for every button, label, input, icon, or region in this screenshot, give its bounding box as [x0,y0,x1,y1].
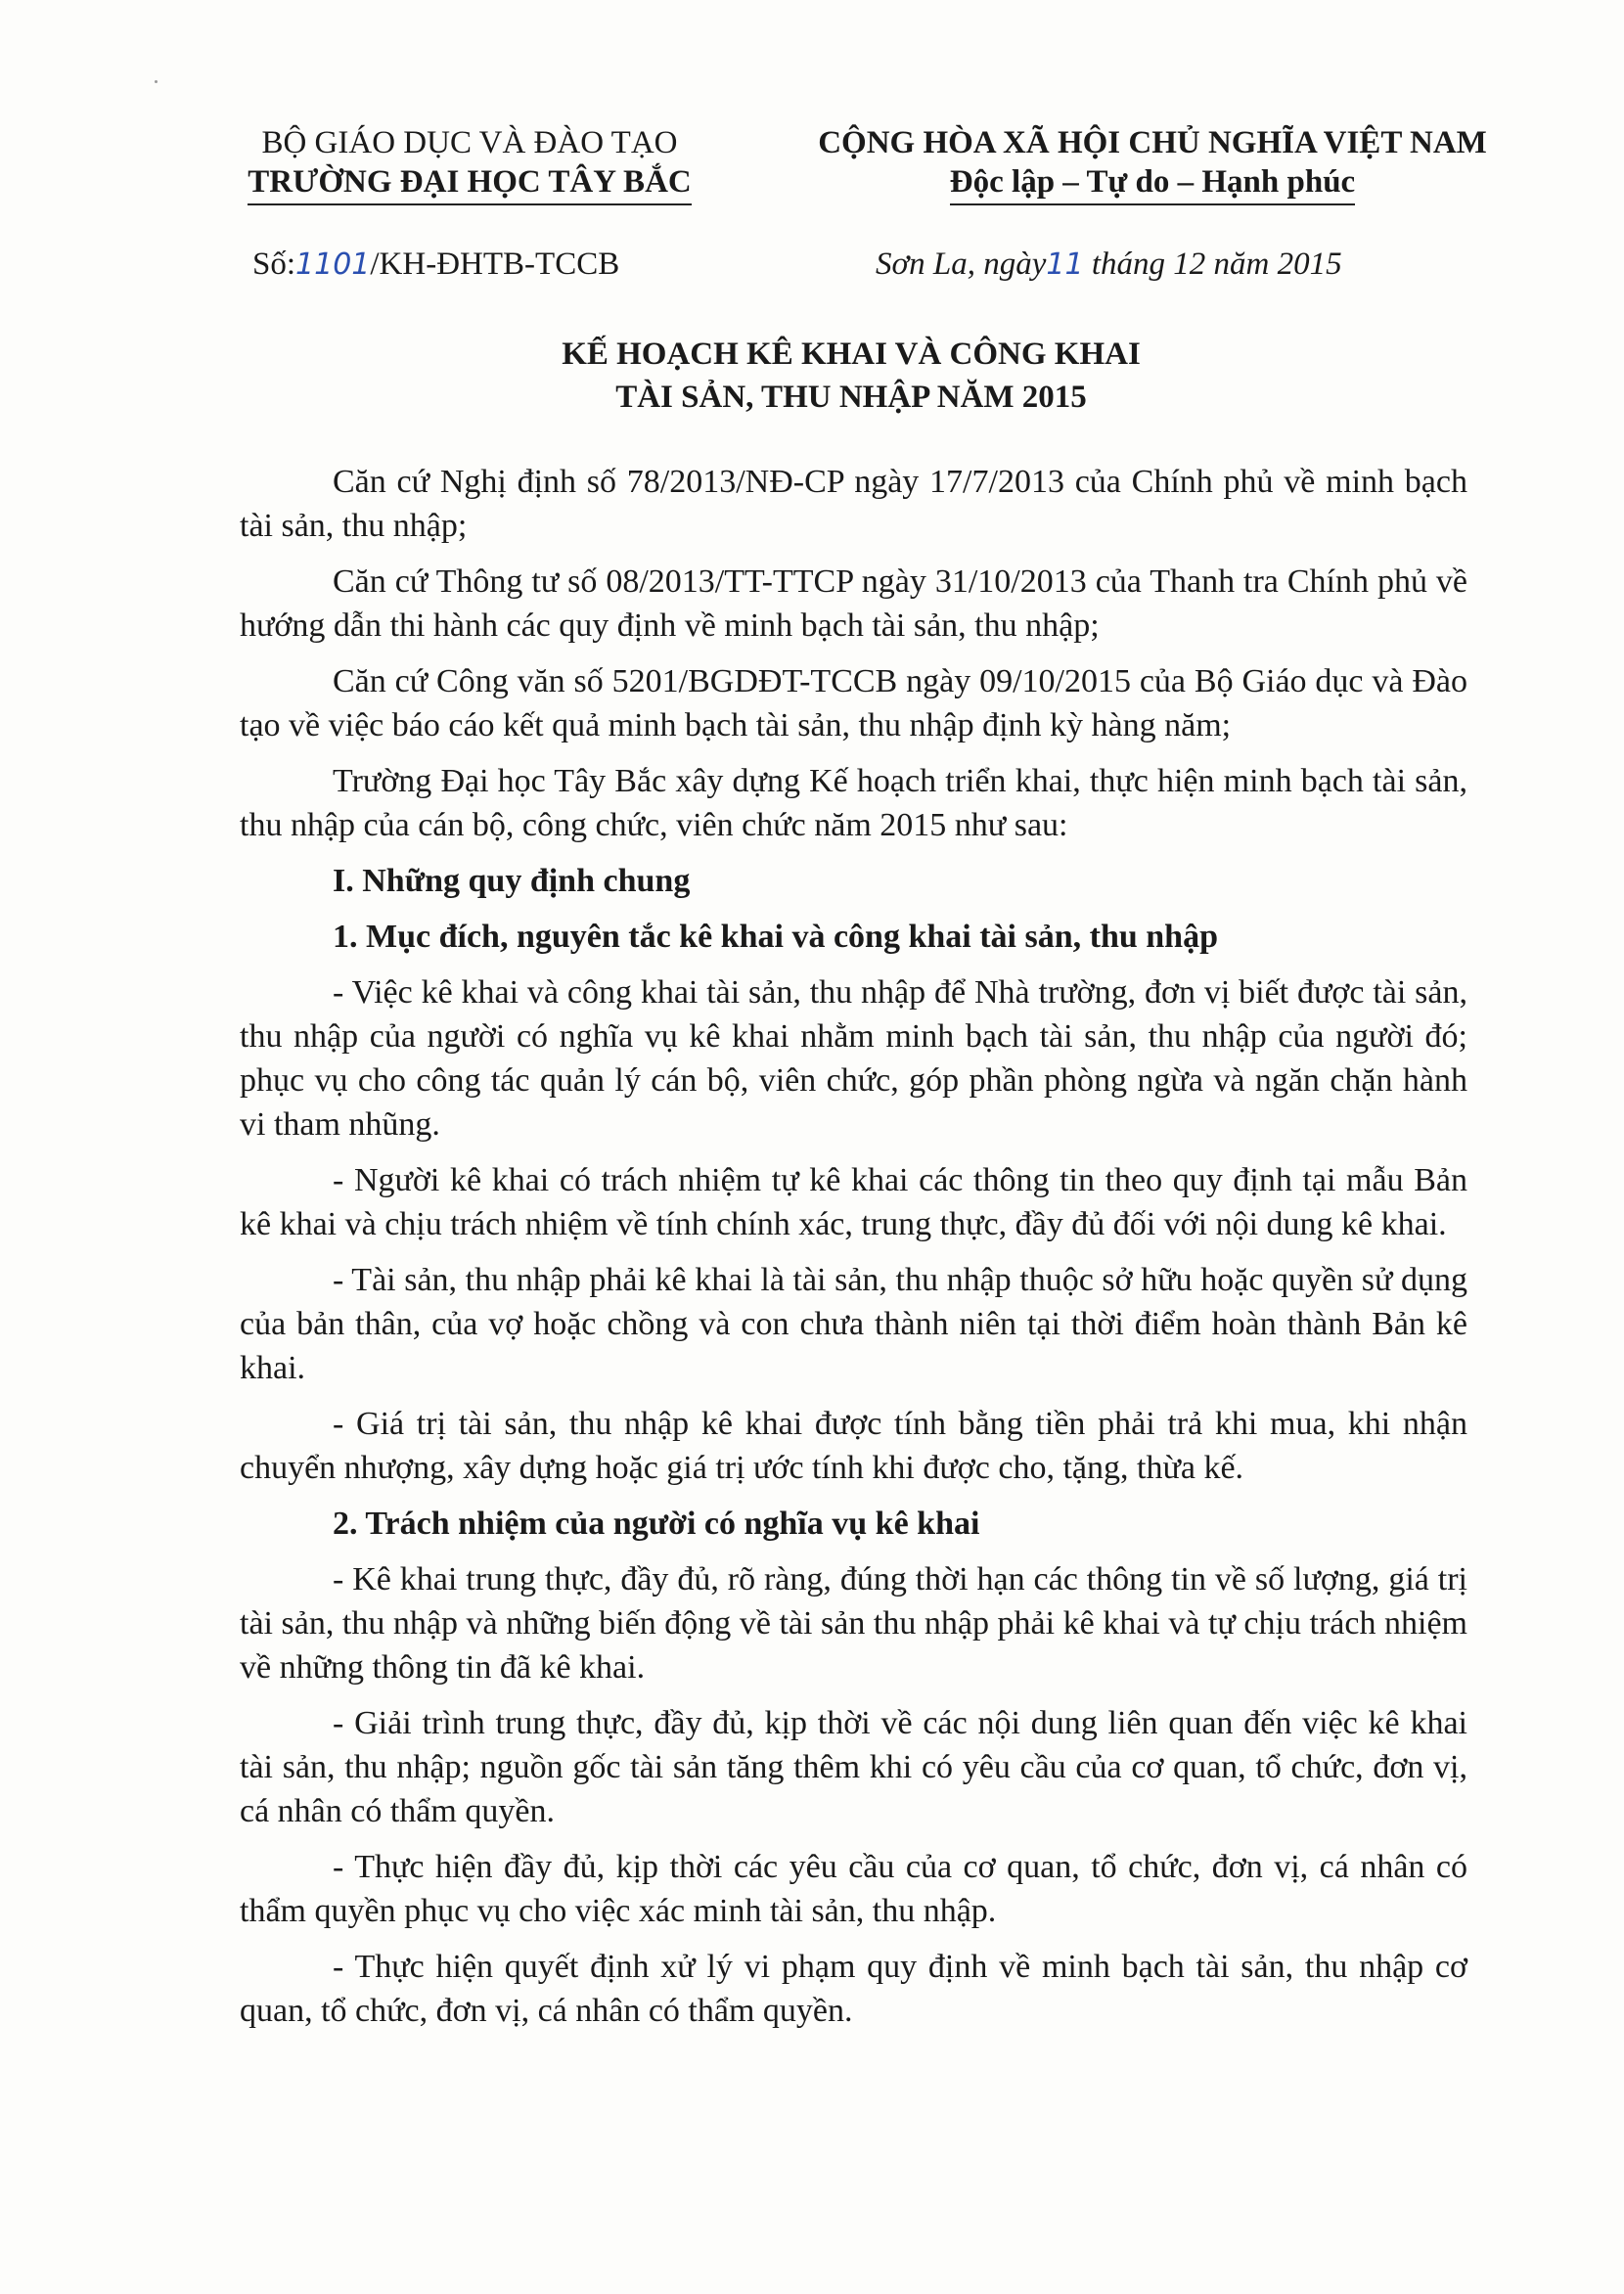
country-name: CỘNG HÒA XÃ HỘI CHỦ NGHĨA VIỆT NAM [818,125,1487,160]
paragraph: - Thực hiện đầy đủ, kịp thời các yêu cầu của cơ quan, tổ chức, đơn vị, cá nhân có thẩm quyền phục vụ cho việc xác minh tài sản, thu nhập. [240,1849,1467,1929]
paragraph: - Giải trình trung thực, đầy đủ, kịp thời về các nội dung liên quan đến việc kê khai tài sản, thu nhập; nguồn gốc tài sản tăng thêm khi có yêu cầu của cơ quan, tổ chức, đơn vị, cá nhân có thẩm quyền. [240,1705,1467,1829]
school-name: TRƯỜNG ĐẠI HỌC TÂY BẮC [225,162,714,205]
document-number: Số:1101/KH-ĐHTB-TCCB [252,247,620,282]
section-heading: I. Những quy định chung [333,863,691,899]
handwritten-number: 1101 [295,247,371,282]
paragraph: Căn cứ Nghị định số 78/2013/NĐ-CP ngày 17/7/2013 của Chính phủ về minh bạch tài sản, thu nhập; [240,464,1467,544]
paragraph: Trường Đại học Tây Bắc xây dựng Kế hoạch triển khai, thực hiện minh bạch tài sản, thu nhập của cán bộ, công chức, viên chức năm 2015 như sau: [240,763,1467,843]
paragraph: Căn cứ Công văn số 5201/BGDĐT-TCCB ngày 09/10/2015 của Bộ Giáo dục và Đào tạo về việc báo cáo kết quả minh bạch tài sản, thu nhập định kỳ hàng năm; [240,663,1467,743]
paragraph: Căn cứ Thông tư số 08/2013/TT-TTCP ngày 31/10/2013 của Thanh tra Chính phủ về hướng dẫn thi hành các quy định về minh bạch tài sản, thu nhập; [240,563,1467,644]
motto: Độc lập – Tự do – Hạnh phúc [800,162,1505,205]
paragraph: - Việc kê khai và công khai tài sản, thu nhập để Nhà trường, đơn vị biết được tài sản, thu nhập của người có nghĩa vụ kê khai nhằm minh bạch tài sản, thu nhập của người đó; phục vụ cho công tác quản lý cán bộ, viên chức, góp phần phòng ngừa và ngăn chặn hành vi tham nhũng. [240,974,1467,1143]
handwritten-day: 11 [1046,247,1084,282]
document-title: KẾ HOẠCH KÊ KHAI VÀ CÔNG KHAI TÀI SẢN, THU NHẬP NĂM 2015 [562,337,1141,415]
issuer-header [225,123,714,205]
paragraph: - Giá trị tài sản, thu nhập kê khai được tính bằng tiền phải trả khi mua, khi nhận chuyển nhượng, xây dựng hoặc giá trị ước tính khi được cho, tặng, thừa kế. [240,1406,1467,1486]
ministry-name: BỘ GIÁO DỤC VÀ ĐÀO TẠO [261,125,678,160]
paragraph: - Thực hiện quyết định xử lý vi phạm quy định về minh bạch tài sản, thu nhập cơ quan, tổ chức, đơn vị, cá nhân có thẩm quyền. [240,1949,1467,2029]
document-date: Sơn La, ngày11 tháng 12 năm 2015 [876,247,1342,282]
paragraph: - Tài sản, thu nhập phải kê khai là tài sản, thu nhập thuộc sở hữu hoặc quyền sử dụng của bản thân, của vợ hoặc chồng và con chưa thành niên tại thời điểm hoàn thành Bản kê khai. [240,1262,1467,1386]
subsection-heading: 2. Trách nhiệm của người có nghĩa vụ kê khai [333,1506,980,1542]
paragraph: - Kê khai trung thực, đầy đủ, rõ ràng, đúng thời hạn các thông tin về số lượng, giá trị tài sản, thu nhập và những biến động về tài sản thu nhập phải kê khai và tự chịu trách nhiệm về những thông tin đã kê khai. [240,1561,1467,1686]
subsection-heading: 1. Mục đích, nguyên tắc kê khai và công khai tài sản, thu nhập [333,919,1218,955]
national-header [800,123,1505,205]
document-body [240,460,1467,2045]
paragraph: - Người kê khai có trách nhiệm tự kê khai các thông tin theo quy định tại mẫu Bản kê khai và chịu trách nhiệm về tính chính xác, trung thực, đầy đủ đối với nội dung kê khai. [240,1162,1467,1242]
scan-speck [155,80,158,83]
